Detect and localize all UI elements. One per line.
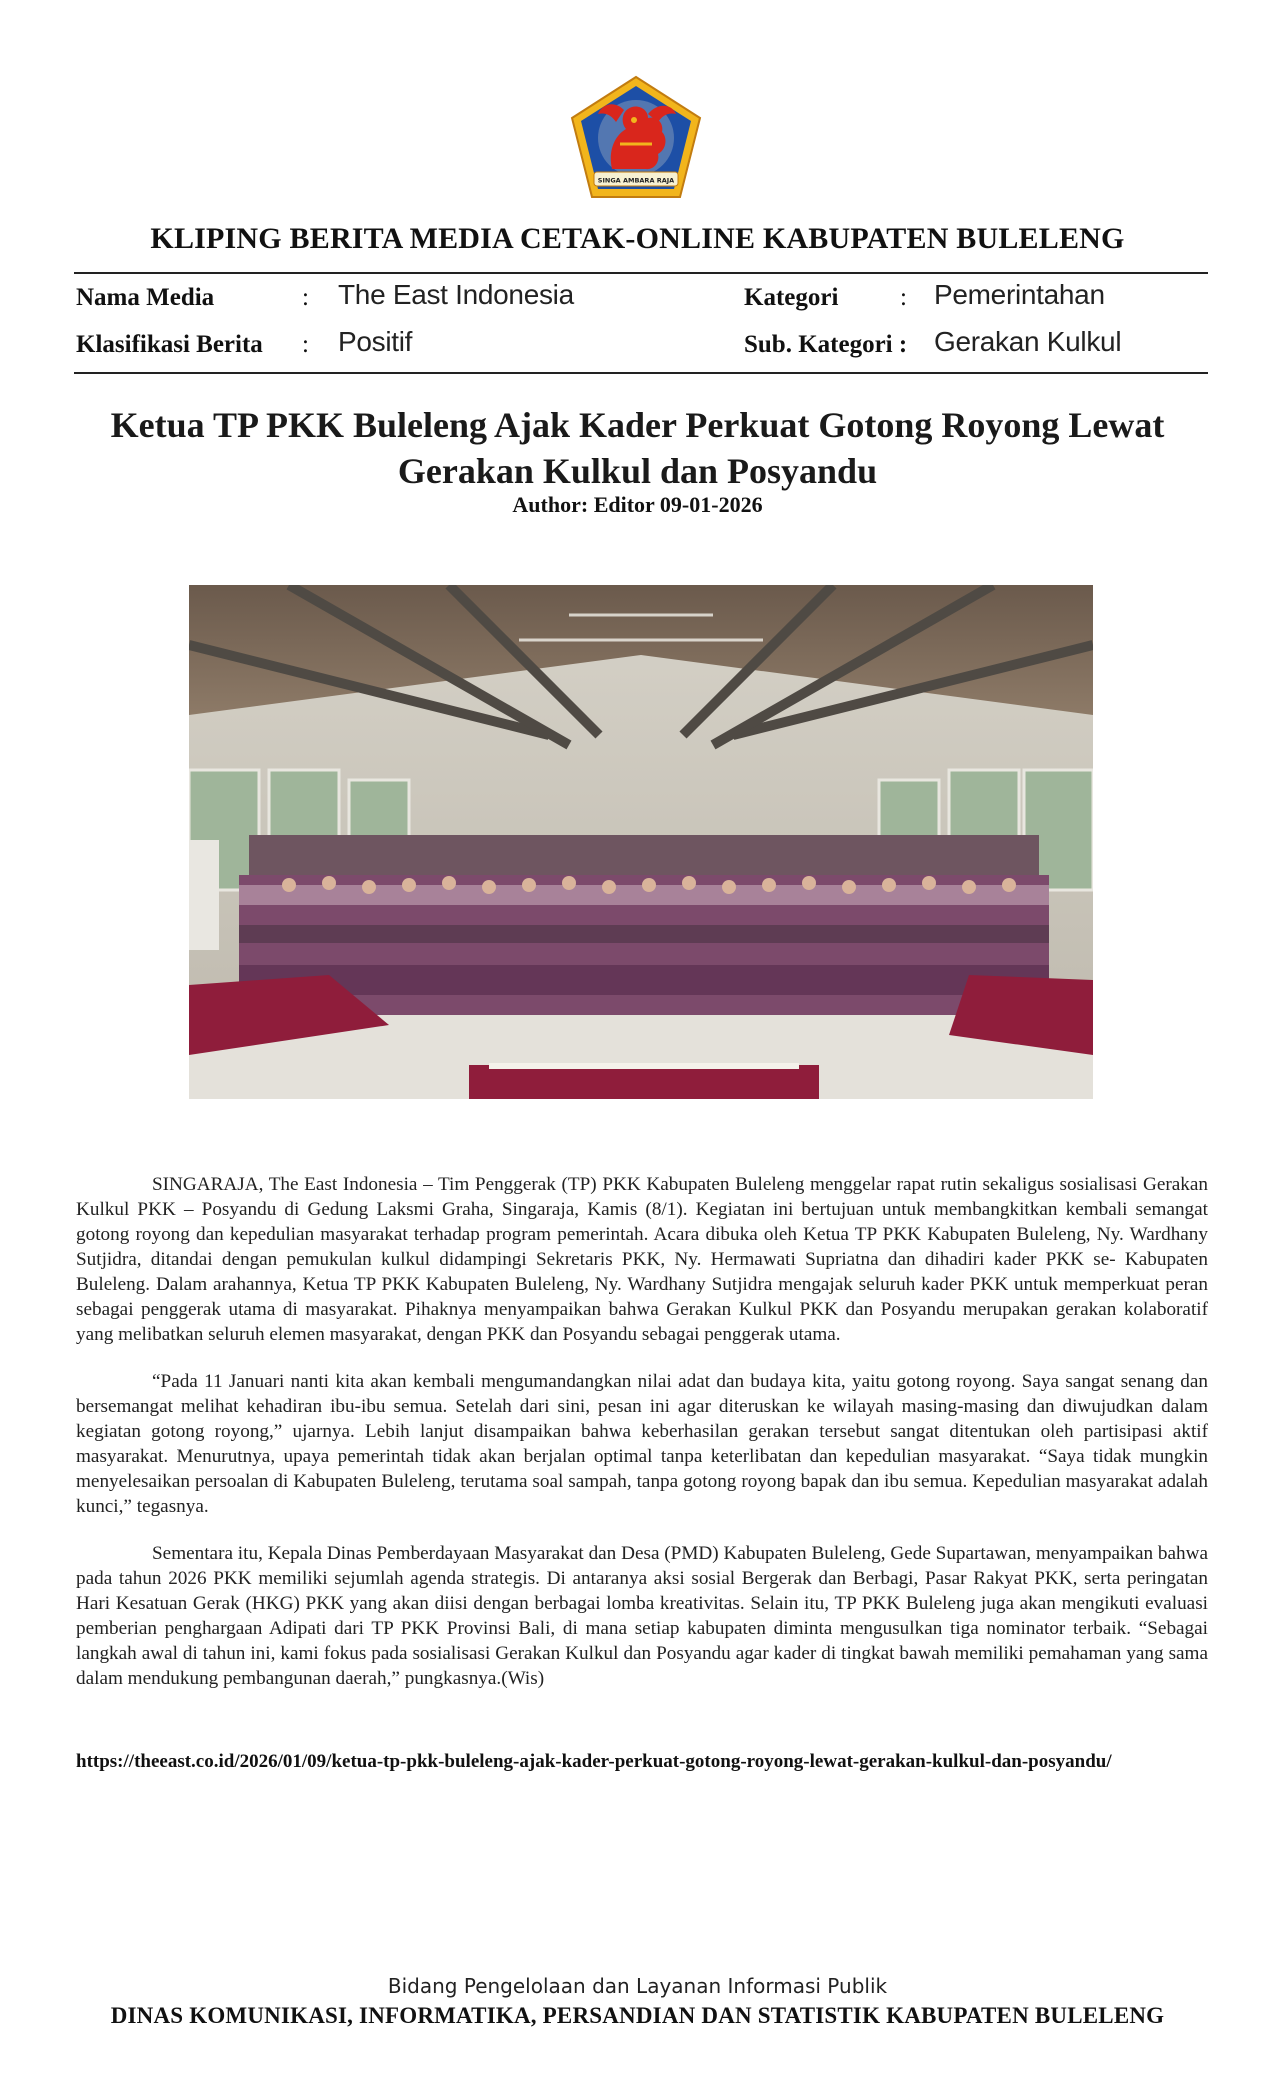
klasifikasi-value: Positif <box>338 326 413 357</box>
header-bottom-rule <box>74 372 1208 374</box>
sub-kategori-label: Sub. Kategori : <box>744 331 908 358</box>
article-headline: Ketua TP PKK Buleleng Ajak Kader Perkuat Gotong Royong Lewat Gerakan Kulkul dan Posyandu <box>110 405 1165 491</box>
article-photo <box>189 585 1093 1099</box>
header-top-rule <box>74 272 1208 274</box>
article-author-date: Author: Editor 09-01-2026 <box>512 492 763 517</box>
kategori-colon: : <box>900 284 907 311</box>
footer-agency: DINAS KOMUNIKASI, INFORMATIKA, PERSANDIAN DAN STATISTIK KABUPATEN BULELENG <box>110 2003 1165 2028</box>
buleleng-emblem-logo <box>568 74 704 200</box>
footer-department: Bidang Pengelolaan dan Layanan Informasi Publik <box>387 1974 888 1998</box>
klasifikasi-colon: : <box>302 331 309 358</box>
kliping-title: KLIPING BERITA MEDIA CETAK-ONLINE KABUPATEN BULELENG <box>150 222 1125 255</box>
kategori-value: Pemerintahan <box>934 279 1105 310</box>
kategori-label: Kategori <box>744 284 839 311</box>
nama-media-colon: : <box>302 284 309 311</box>
article-body <box>76 1172 1208 1713</box>
logo-motto: SINGA AMBARA RAJA <box>597 176 675 185</box>
article-paragraph-2: “Pada 11 Januari nanti kita akan kembali mengumandangkan nilai adat dan budaya kita, yaitu gotong royong. Saya sangat senang dan bersemangat melihat kehadiran ibu-ibu semua. Setelah dari sini, pesan ini agar diteruskan ke wilayah masing-masing dan diwujudkan dalam kegiatan gotong royong,” ujarnya. Lebih lanjut disampaikan bahwa keberhasilan gerakan tersebut sangat ditentukan oleh partisipasi aktif masyarakat. Menurutnya, upaya pemerintah tidak akan berjalan optimal tanpa keterlibatan dan kepedulian masyarakat. “Saya tidak mungkin menyelesaikan persoalan di Kabupaten Buleleng, terutama soal sampah, tanpa gotong royong bapak dan ibu semua. Kepedulian masyarakat adalah kunci,” tegasnya. <box>76 1371 1208 1517</box>
nama-media-label: Nama Media <box>76 284 215 311</box>
sub-kategori-value: Gerakan Kulkul <box>934 326 1122 357</box>
klasifikasi-label: Klasifikasi Berita <box>76 331 263 358</box>
article-paragraph-3: Sementara itu, Kepala Dinas Pemberdayaan Masyarakat dan Desa (PMD) Kabupaten Buleleng, Gede Supartawan, menyampaikan bahwa pada tahun 2026 PKK memiliki sejumlah agenda strategis. Di antaranya aksi sosial Bergerak dan Berbagi, Pasar Rakyat PKK, serta peringatan Hari Kesatuan Gerak (HKG) PKK yang akan diisi dengan berbagai lomba kreativitas. Selain itu, TP PKK Buleleng juga akan mengikuti evaluasi pemberian penghargaan Adipati dari TP PKK Provinsi Bali, di mana setiap kabupaten diminta mengusulkan tiga nominator terbaik. “Sebagai langkah awal di tahun ini, kami fokus pada sosialisasi Gerakan Kulkul dan Posyandu agar kader di tingkat bawah memiliki pemahaman yang sama dalam mendukung pembangunan daerah,” pungkasnya.(Wis) <box>76 1543 1208 1689</box>
nama-media-value: The East Indonesia <box>338 279 574 310</box>
source-url-link[interactable]: https://theeast.co.id/2026/01/09/ketua-tp-pkk-buleleng-ajak-kader-perkuat-gotong-royong-lewat-gerakan-kulkul-dan-posyandu/ <box>76 1751 1112 1772</box>
article-paragraph-1: SINGARAJA, The East Indonesia – Tim Penggerak (TP) PKK Kabupaten Buleleng menggelar rapat rutin sekaligus sosialisasi Gerakan Kulkul PKK – Posyandu di Gedung Laksmi Graha, Singaraja, Kamis (8/1). Kegiatan ini bertujuan untuk membangkitkan kembali semangat gotong royong dan kepedulian masyarakat terhadap program pemerintah. Acara dibuka oleh Ketua TP PKK Kabupaten Buleleng, Ny. Wardhany Sutjidra, ditandai dengan pemukulan kulkul didampingi Sekretaris PKK, Ny. Hermawati Supriatna dan dihadiri kader PKK se- Kabupaten Buleleng. Dalam arahannya, Ketua TP PKK Kabupaten Buleleng, Ny. Wardhany Sutjidra mengajak seluruh kader PKK untuk memperkuat peran sebagai penggerak utama di masyarakat. Pihaknya menyampaikan bahwa Gerakan Kulkul PKK dan Posyandu merupakan gerakan kolaboratif yang melibatkan seluruh elemen masyarakat, dengan PKK dan Posyandu sebagai penggerak utama. <box>76 1174 1208 1345</box>
